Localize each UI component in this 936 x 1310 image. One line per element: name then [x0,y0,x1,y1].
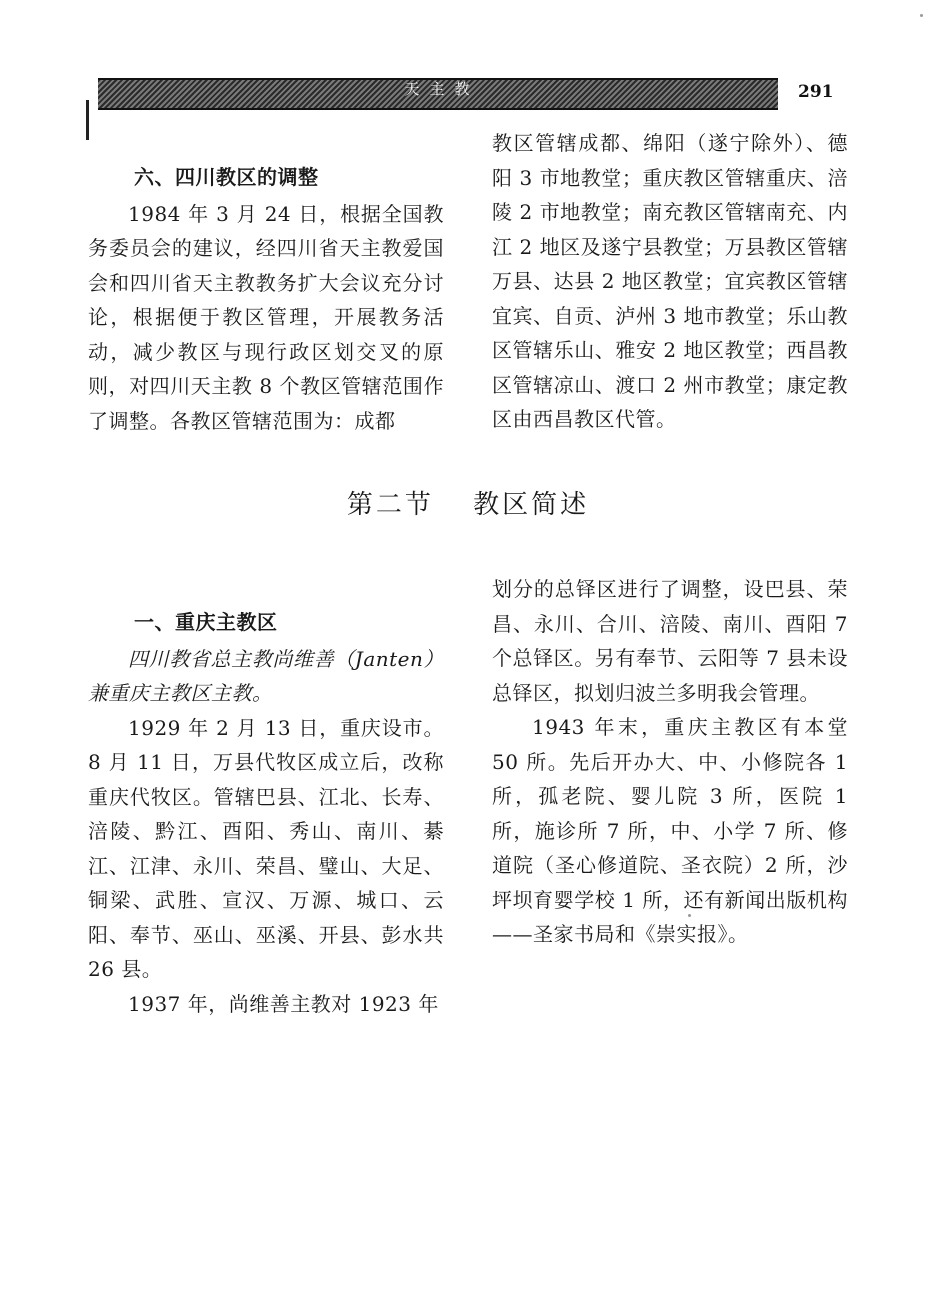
running-header-title: 天主教 [404,80,480,98]
paragraph-archbishop: 四川教省总主教尚维善（Janten）兼重庆主教区主教。 [88,646,444,705]
top-right-column [492,126,848,437]
paragraph-1943: 1943 年末，重庆主教区有本堂 50 所。先后开办大、中、小修院各 1 所，孤老院、婴儿院 3 所，医院 1 所，施诊所 7 所，中、小学 7 所、修道院（圣心修道院、圣衣院）2 所，沙坪坝育婴学校 1 所，还有新闻出版机构——圣家书局和《崇实报》。 [492,715,848,946]
top-left-column [88,160,444,438]
paragraph-adjustment: 1984 年 3 月 24 日，根据全国教务委员会的建议，经四川省天主教爱国会和四川省天主教教务扩大会议充分讨论，根据便于教区管理，开展教务活动，减少教区与现行政区划交叉的原则，对四川天主教 8 个教区管辖范围作了调整。各教区管辖范围为：成都 [88,201,444,433]
paragraph-1937: 1937 年，尚维善主教对 1923 年 [128,991,439,1016]
paragraph-jurisdictions: 教区管辖成都、绵阳（遂宁除外）、德阳 3 市地教堂；重庆教区管辖重庆、涪陵 2 市地教堂；南充教区管辖南充、内江 2 地区及遂宁县教堂；万县教区管辖万县、达县 2 地区教堂；宜宾教区管辖宜宾、自贡、泸州 3 地市教堂；乐山教区管辖乐山、雅安 2 地区教堂；西昌教区管辖凉山、渡口 2 州市教堂；康定教区由西昌教区代管。 [492,131,848,431]
bottom-left-column [88,605,444,1021]
scan-speck [920,14,923,17]
scan-speck [688,914,691,917]
heading-chongqing: 一、重庆主教区 [134,610,278,634]
bottom-right-column [492,572,848,952]
page-number: 291 [798,82,834,102]
section-title: 第二节 教区简述 [346,490,590,520]
paragraph-1929: 1929 年 2 月 13 日，重庆设市。8 月 11 日，万县代牧区成立后，改称重庆代牧区。管辖巴县、江北、长寿、涪陵、黔江、酉阳、秀山、南川、綦江、江津、永川、荣昌、璧山、大足、铜梁、武胜、宣汉、万源、城口、云阳、奉节、巫山、巫溪、开县、彭水共 26 县。 [88,715,444,981]
heading-sichuan-adjustment: 六、四川教区的调整 [134,165,319,189]
paragraph-deaneries: 划分的总铎区进行了调整，设巴县、荣昌、永川、合川、涪陵、南川、酉阳 7 个总铎区。另有奉节、云阳等 7 县未设总铎区，拟划归波兰多明我会管理。 [492,577,848,705]
margin-rule [86,100,89,140]
